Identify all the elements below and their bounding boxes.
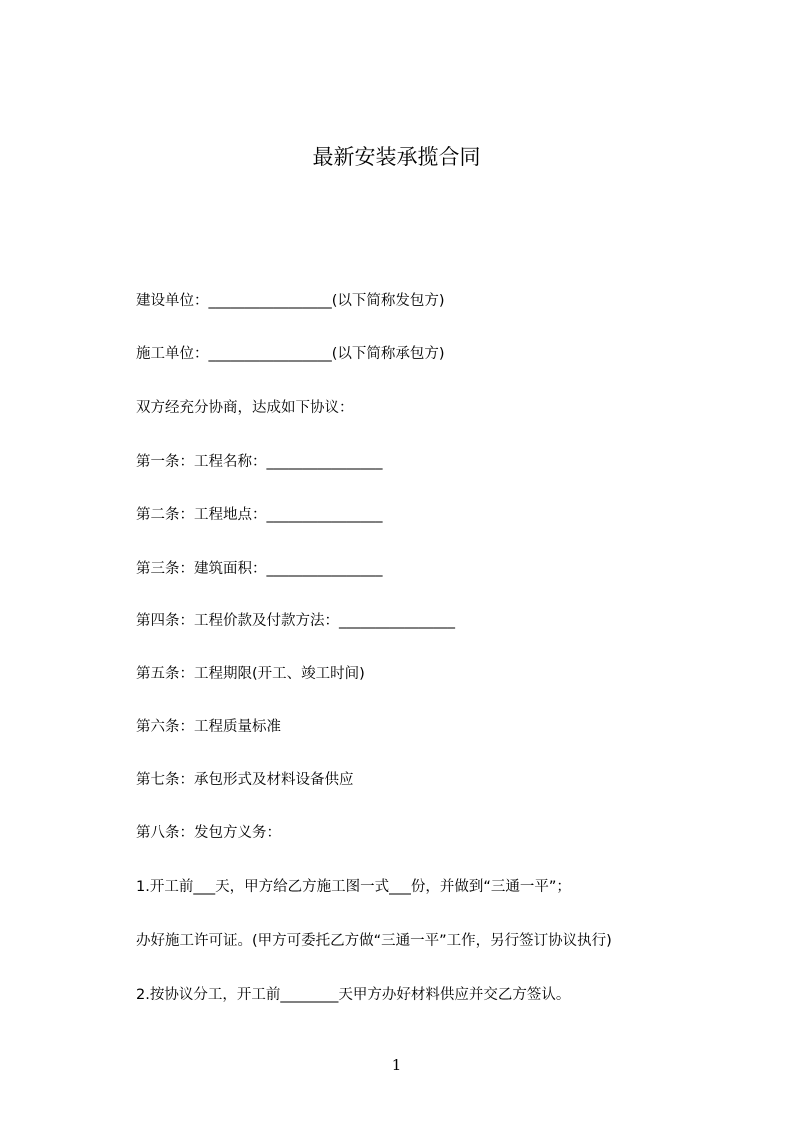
article-5-line: 第五条：工程期限(开工、竣工时间) xyxy=(136,666,365,682)
article-1-line: 第一条：工程名称：________________ xyxy=(136,454,383,470)
article-7-line: 第七条：承包形式及材料设备供应 xyxy=(136,772,354,788)
clause-1-continuation-line: 办好施工许可证。(甲方可委托乙方做“三通一平”工作，另行签订协议执行) xyxy=(136,933,612,949)
article-2-line: 第二条：工程地点：________________ xyxy=(136,507,383,523)
construction-unit-line: 建设单位：_________________(以下简称发包方) xyxy=(136,293,445,309)
clause-2-line: 2.按协议分工，开工前________天甲方办好材料供应并交乙方签认。 xyxy=(136,987,571,1003)
document-title: 最新安装承揽合同 xyxy=(312,145,481,169)
clause-1-line: 1.开工前___天，甲方给乙方施工图一式___份，并做到“三通一平”； xyxy=(136,879,571,895)
page-number: 1 xyxy=(391,1056,402,1074)
contractor-unit-line: 施工单位：_________________(以下简称承包方) xyxy=(136,346,445,362)
article-3-line: 第三条：建筑面积：________________ xyxy=(136,561,383,577)
article-4-line: 第四条：工程价款及付款方法：________________ xyxy=(136,613,455,629)
article-8-line: 第八条：发包方义务： xyxy=(136,825,281,841)
article-6-line: 第六条：工程质量标准 xyxy=(136,719,281,735)
agreement-intro-line: 双方经充分协商，达成如下协议： xyxy=(136,400,354,416)
